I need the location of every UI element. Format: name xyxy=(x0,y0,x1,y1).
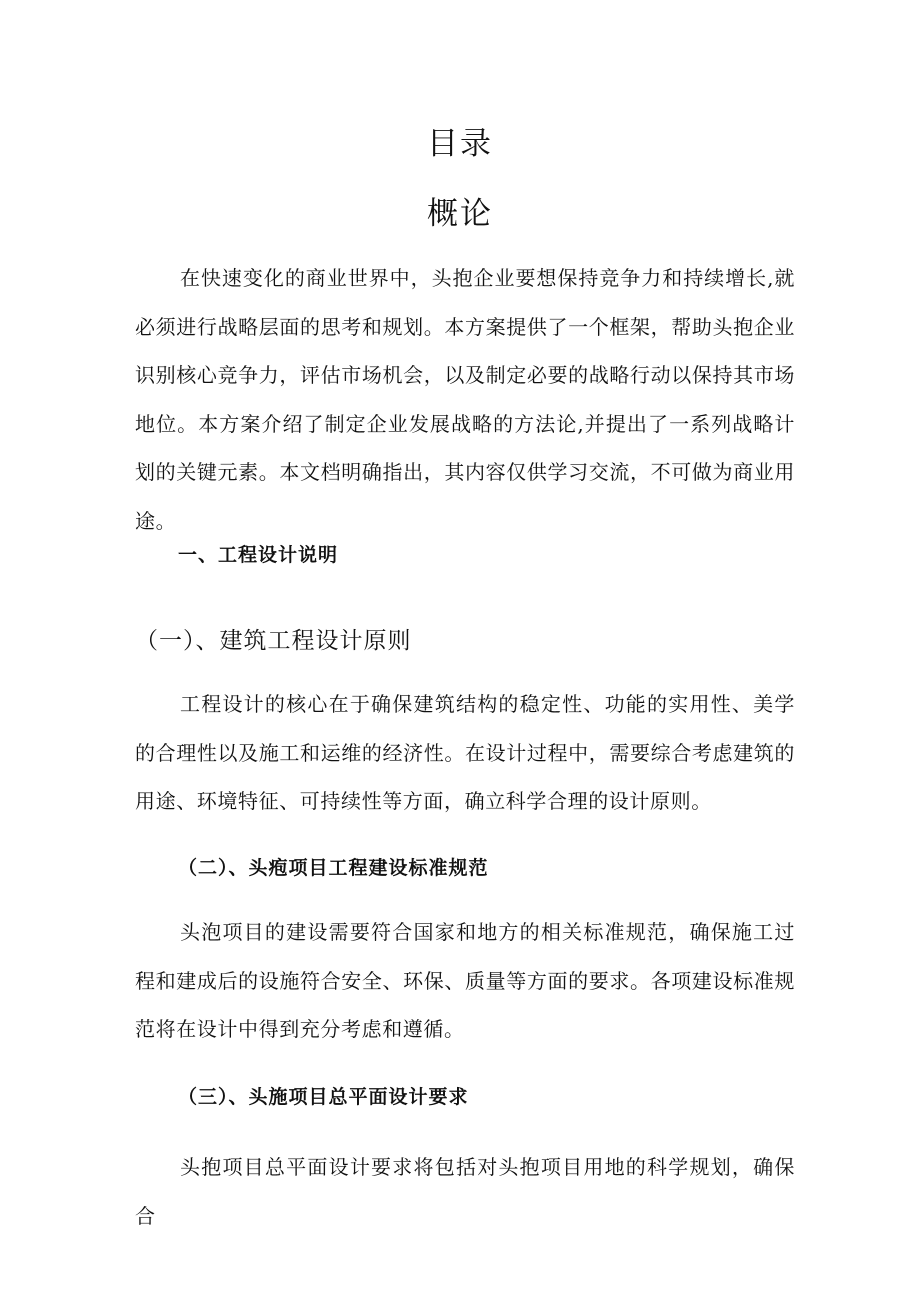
subsection-paragraph-3: 头抱项目总平面设计要求将包括对头抱项目用地的科学规划，确保合 xyxy=(135,1155,795,1228)
subsection-paragraph-2: 头泡项目的建设需要符合国家和地方的相关标准规范，确保施工过程和建成后的设施符合安全、环保、质量等方面的要求。各项建设标准规范将在设计中得到充分考虑和遵循。 xyxy=(135,920,795,1041)
overview-paragraph: 在快速变化的商业世界中，头抱企业要想保持竞争力和持续增长,就必须进行战略层面的思考和规划。本方案提供了一个框架，帮助头抱企业识别核心竞争力，评估市场机会，以及制定必要的战略行动以保持其市场地位。本方案介绍了制定企业发展战略的方法论,并提出了一系列战略计划的关键元素。本文档明确指出，其内容仅供学习交流，不可做为商业用途。 xyxy=(135,266,795,533)
section-heading: 一、工程设计说明 xyxy=(178,544,339,566)
subsection-paragraph-1: 工程设计的核心在于确保建筑结构的稳定性、功能的实用性、美学的合理性以及施工和运维的经济性。在设计过程中，需要综合考虑建筑的用途、环境特征、可持续性等方面，确立科学合理的设计原则。 xyxy=(135,692,795,813)
subsection-heading-3: （三）、头施项目总平面设计要求 xyxy=(178,1086,469,1108)
subsection-heading-1: （一）、建筑工程设计原则 xyxy=(135,628,412,654)
toc-title: 目录 xyxy=(427,126,493,162)
overview-title: 概论 xyxy=(427,196,493,232)
subsection-heading-2: （二）、头疱项目工程建设标准规范 xyxy=(178,857,489,879)
